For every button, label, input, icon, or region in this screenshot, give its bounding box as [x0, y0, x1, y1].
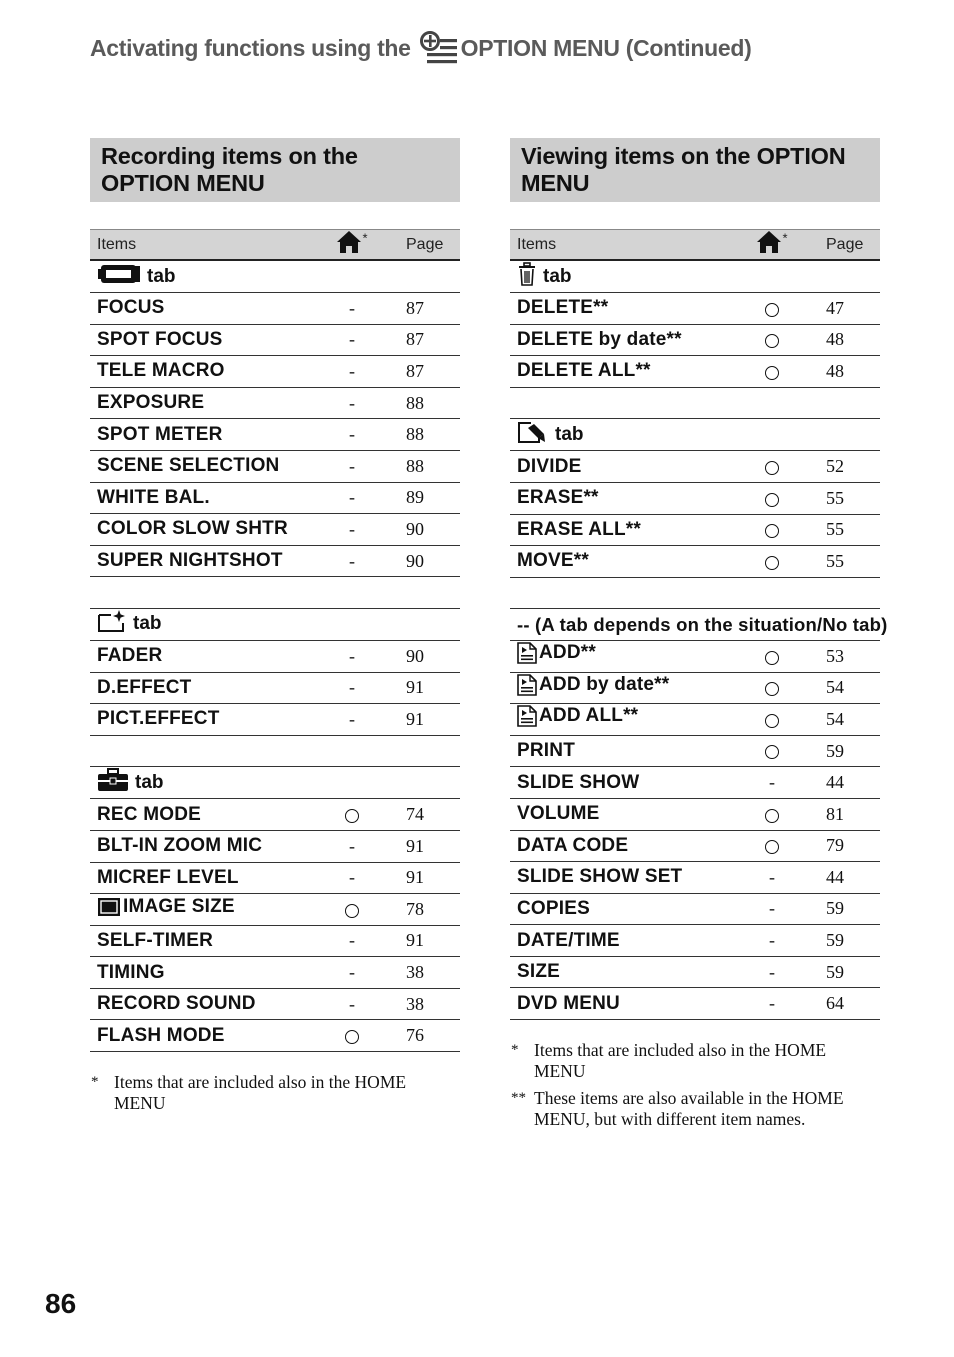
item-row-exposure [90, 387, 460, 419]
page-reference: 48 [826, 329, 844, 350]
item-name: RECORD SOUND [97, 993, 256, 1015]
item-row-dvd-menu [510, 988, 880, 1020]
recording-items-section [90, 138, 460, 1120]
item-label: ADD** [539, 642, 596, 664]
home-availability: - [349, 993, 355, 1014]
blank-cell [510, 577, 880, 609]
blank-cell [510, 387, 880, 419]
home-availability: - [769, 930, 775, 951]
camera-tab-icon [97, 263, 141, 291]
page-reference: 81 [826, 803, 844, 824]
home-availability: - [349, 424, 355, 445]
home-icon [336, 230, 362, 259]
blank-row [510, 577, 880, 609]
footnotes [510, 1040, 880, 1130]
section-title: Recording items on the OPTION MENU [90, 138, 460, 202]
home-availability: - [349, 708, 355, 729]
home-availability: - [769, 961, 775, 982]
page-reference: 59 [826, 898, 844, 919]
tab-heading-row [510, 419, 880, 451]
home-availability [312, 799, 392, 831]
section-title: Viewing items on the OPTION MENU [510, 138, 880, 202]
item-name: SCENE SELECTION [97, 455, 280, 477]
item-name: SIZE [517, 961, 561, 983]
page-reference: 52 [826, 456, 844, 477]
item-name: FADER [97, 645, 163, 667]
item-row-move [510, 546, 880, 578]
viewing-items-section [510, 138, 888, 1136]
item-name: COLOR SLOW SHTR [97, 518, 288, 540]
blank-row [90, 735, 460, 767]
tab-heading-cell [510, 260, 880, 293]
table-header-row [90, 230, 460, 261]
page-reference: 59 [826, 961, 844, 982]
page-reference: 91 [406, 677, 424, 698]
item-name: PRINT [517, 740, 575, 762]
footnotes [90, 1072, 460, 1114]
home-availability [732, 293, 812, 325]
page-reference: 88 [406, 455, 424, 476]
home-availability [732, 356, 812, 388]
item-name: VOLUME [517, 803, 600, 825]
toolbox-tab-icon [97, 768, 129, 798]
item-row-erase-all [510, 514, 880, 546]
page-reference: 87 [406, 297, 424, 318]
home-availability: - [349, 329, 355, 350]
item-row-data-code [510, 830, 880, 862]
item-name: MICREF LEVEL [97, 866, 239, 888]
item-name: ERASE** [517, 487, 599, 509]
playlist-icon [517, 674, 537, 696]
page-reference: 59 [826, 740, 844, 761]
circle-mark-icon [345, 904, 359, 918]
effect-tab-icon [97, 609, 127, 639]
item-name: REC MODE [97, 803, 201, 825]
footnote-mark: * [91, 1074, 99, 1091]
home-availability: - [349, 867, 355, 888]
home-availability: - [349, 835, 355, 856]
item-row-pict-effect [90, 704, 460, 736]
page-reference: 44 [826, 772, 844, 793]
page-reference: 76 [406, 1025, 424, 1046]
item-name: TIMING [97, 961, 165, 983]
tab-heading [510, 419, 880, 450]
home-availability [732, 324, 812, 356]
item-name: MOVE** [517, 550, 589, 572]
item-row-slide-show-set [510, 862, 880, 894]
item-name: WHITE BAL. [97, 486, 210, 508]
page-reference: 54 [826, 708, 844, 729]
page-reference: 79 [826, 835, 844, 856]
item-row-slide-show [510, 767, 880, 799]
item-row-blt-in-zoom-mic [90, 830, 460, 862]
item-row-erase [510, 482, 880, 514]
column-header-items: Items [517, 235, 557, 253]
page-reference: 91 [406, 930, 424, 951]
item-label: ADD ALL** [539, 705, 639, 727]
column-header-page: Page [406, 235, 444, 253]
item-name [510, 640, 732, 672]
item-row-timing [90, 957, 460, 989]
column-header-home [312, 230, 392, 261]
item-name: SPOT FOCUS [97, 328, 223, 350]
item-row-delete-by-date [510, 324, 880, 356]
tab-heading [90, 261, 460, 292]
footnote [510, 1088, 880, 1130]
circle-mark-icon [765, 682, 779, 696]
page-number: 86 [45, 1288, 77, 1319]
circle-mark-icon [765, 493, 779, 507]
home-footnote-mark: * [362, 230, 368, 246]
item-row-white-bal [90, 482, 460, 514]
item-row-rec-mode [90, 799, 460, 831]
home-availability [732, 451, 812, 483]
circle-mark-icon [765, 334, 779, 348]
item-row-copies [510, 893, 880, 925]
viewing-items-table [510, 229, 888, 1020]
circle-mark-icon [765, 809, 779, 823]
tab-label: tab [133, 613, 162, 635]
item-name: SUPER NIGHTSHOT [97, 550, 283, 572]
item-name: SELF-TIMER [97, 929, 213, 951]
item-name-group [517, 674, 669, 696]
tab-heading-cell [90, 767, 460, 799]
item-row-super-nightshot [90, 545, 460, 577]
item-name: COPIES [517, 897, 590, 919]
page-title-prefix: Activating functions using the [90, 34, 411, 61]
blank-cell [90, 735, 460, 767]
item-row-size [510, 956, 880, 988]
home-availability: - [349, 518, 355, 539]
circle-mark-icon [345, 1030, 359, 1044]
footnote-text: These items are also available in the HOME MENU, but with different item names. [534, 1088, 844, 1130]
item-row-volume [510, 798, 880, 830]
playlist-icon [517, 705, 537, 727]
home-footnote-mark: * [782, 230, 788, 246]
item-name: SLIDE SHOW [517, 771, 640, 793]
column-header-items: Items [97, 235, 137, 253]
tab-heading-text: -- (A tab depends on the situation/No tab) [517, 613, 888, 635]
page-reference: 90 [406, 645, 424, 666]
circle-mark-icon [765, 556, 779, 570]
page-reference: 88 [406, 392, 424, 413]
home-availability: - [349, 645, 355, 666]
item-row-spot-focus [90, 324, 460, 356]
item-row-spot-meter [90, 419, 460, 451]
still-image-icon [97, 897, 121, 917]
page-reference: 55 [826, 487, 844, 508]
home-icon [756, 230, 782, 259]
item-row-delete-all [510, 356, 880, 388]
tab-label: tab [147, 265, 176, 287]
page-reference: 48 [826, 360, 844, 381]
page-reference: 89 [406, 487, 424, 508]
item-row-add-by-date [510, 672, 880, 704]
tab-heading [510, 261, 880, 292]
home-availability: - [349, 487, 355, 508]
footnote [510, 1040, 880, 1082]
item-name [510, 704, 732, 736]
home-availability: - [349, 297, 355, 318]
item-name: DATE/TIME [517, 929, 620, 951]
item-name: TELE MACRO [97, 360, 225, 382]
page-reference: 64 [826, 993, 844, 1014]
page-title [90, 28, 751, 68]
item-row-flash-mode [90, 1020, 460, 1052]
circle-mark-icon [345, 809, 359, 823]
tab-label: tab [543, 265, 572, 287]
item-row-add-all [510, 704, 880, 736]
item-name: PICT.EFFECT [97, 708, 220, 730]
item-row-delete [510, 293, 880, 325]
page-reference: 74 [406, 804, 424, 825]
tab-label: tab [555, 423, 584, 445]
tab-heading-row [90, 260, 460, 293]
page-reference: 38 [406, 993, 424, 1014]
tab-heading [90, 609, 460, 640]
item-label: IMAGE SIZE [123, 895, 235, 917]
home-availability: - [349, 392, 355, 413]
tab-label: tab [135, 771, 164, 793]
item-name: BLT-IN ZOOM MIC [97, 835, 263, 857]
column-header-home [732, 230, 812, 261]
page-reference: 47 [826, 297, 844, 318]
footnote-mark: ** [511, 1090, 526, 1107]
item-row-d-effect [90, 672, 460, 704]
page-reference: 88 [406, 424, 424, 445]
page-reference: 87 [406, 329, 424, 350]
tab-heading-row [90, 608, 460, 640]
home-availability [732, 672, 812, 704]
column-header-page: Page [826, 235, 864, 253]
circle-mark-icon [765, 524, 779, 538]
item-name-group [517, 642, 596, 664]
circle-mark-icon [765, 303, 779, 317]
trash-tab-icon [517, 262, 537, 292]
tab-heading-cell [90, 260, 460, 293]
tab-heading [90, 767, 460, 798]
item-name: EXPOSURE [97, 392, 205, 414]
blank-row [90, 577, 460, 609]
home-availability [732, 482, 812, 514]
tab-heading-cell [90, 608, 460, 640]
tab-heading-cell [510, 419, 880, 451]
footnote-mark: * [511, 1042, 519, 1059]
page-reference: 78 [406, 898, 424, 919]
item-row-tele-macro [90, 356, 460, 388]
item-name: DELETE** [517, 297, 609, 319]
item-row-record-sound [90, 988, 460, 1020]
home-availability: - [349, 455, 355, 476]
circle-mark-icon [765, 714, 779, 728]
table-header-row [510, 230, 880, 261]
item-name: DELETE ALL** [517, 360, 651, 382]
edit-tab-icon [517, 420, 549, 450]
page-reference: 54 [826, 677, 844, 698]
item-name: SPOT METER [97, 423, 223, 445]
item-row-focus [90, 293, 460, 325]
item-row-fader [90, 640, 460, 672]
item-name: FOCUS [97, 297, 165, 319]
page-reference: 90 [406, 550, 424, 571]
item-name: DELETE by date** [517, 328, 682, 350]
home-availability [732, 830, 812, 862]
item-name-group [517, 705, 638, 727]
item-label: ADD by date** [539, 673, 670, 695]
tab-heading-row [90, 767, 460, 799]
item-name: D.EFFECT [97, 676, 192, 698]
home-availability [732, 798, 812, 830]
home-availability: - [769, 866, 775, 887]
item-row-micref-level [90, 862, 460, 894]
item-name: DIVIDE [517, 455, 582, 477]
page-reference: 44 [826, 866, 844, 887]
blank-row [510, 387, 880, 419]
footnote-text: Items that are included also in the HOME MENU [114, 1072, 407, 1114]
circle-mark-icon [765, 840, 779, 854]
item-row-add [510, 640, 880, 672]
home-availability: - [769, 772, 775, 793]
page-reference: 53 [826, 645, 844, 666]
option-menu-icon [419, 30, 459, 66]
footnote [90, 1072, 460, 1114]
item-row-scene-selection [90, 450, 460, 482]
tab-heading-row [510, 609, 880, 641]
page-title-suffix: OPTION MENU (Continued) [460, 34, 752, 61]
circle-mark-icon [765, 651, 779, 665]
circle-mark-icon [765, 461, 779, 475]
home-availability: - [769, 993, 775, 1014]
home-availability [312, 1020, 392, 1052]
home-availability [732, 704, 812, 736]
item-name-group [97, 896, 235, 918]
item-row-divide [510, 451, 880, 483]
item-row-color-slow-shtr [90, 514, 460, 546]
blank-cell [90, 577, 460, 609]
home-availability [732, 514, 812, 546]
home-availability: - [349, 550, 355, 571]
page-reference: 55 [826, 550, 844, 571]
item-name: ERASE ALL** [517, 518, 641, 540]
item-name [510, 672, 732, 704]
page-reference: 91 [406, 867, 424, 888]
circle-mark-icon [765, 366, 779, 380]
item-name: FLASH MODE [97, 1024, 225, 1046]
item-row-print [510, 735, 880, 767]
item-row-self-timer [90, 925, 460, 957]
tab-heading-row [510, 260, 880, 293]
home-availability: - [349, 930, 355, 951]
page-reference: 91 [406, 835, 424, 856]
recording-items-table [90, 229, 460, 1052]
item-name: DATA CODE [517, 834, 629, 856]
playlist-icon [517, 642, 537, 664]
page-reference: 91 [406, 708, 424, 729]
footnote-text: Items that are included also in the HOME MENU [534, 1040, 827, 1082]
item-row-image-size [90, 894, 460, 926]
home-availability: - [349, 677, 355, 698]
home-availability [312, 894, 392, 926]
home-availability [732, 546, 812, 578]
home-availability: - [349, 962, 355, 983]
page-reference: 38 [406, 962, 424, 983]
item-name: DVD MENU [517, 992, 620, 1014]
page-reference: 90 [406, 518, 424, 539]
page-reference: 59 [826, 930, 844, 951]
item-name: SLIDE SHOW SET [517, 866, 683, 888]
home-availability [732, 735, 812, 767]
home-availability: - [769, 898, 775, 919]
circle-mark-icon [765, 745, 779, 759]
item-name [90, 894, 312, 926]
page-reference: 55 [826, 519, 844, 540]
item-row-date-time [510, 925, 880, 957]
page-reference: 87 [406, 360, 424, 381]
home-availability: - [349, 360, 355, 381]
home-availability [732, 640, 812, 672]
